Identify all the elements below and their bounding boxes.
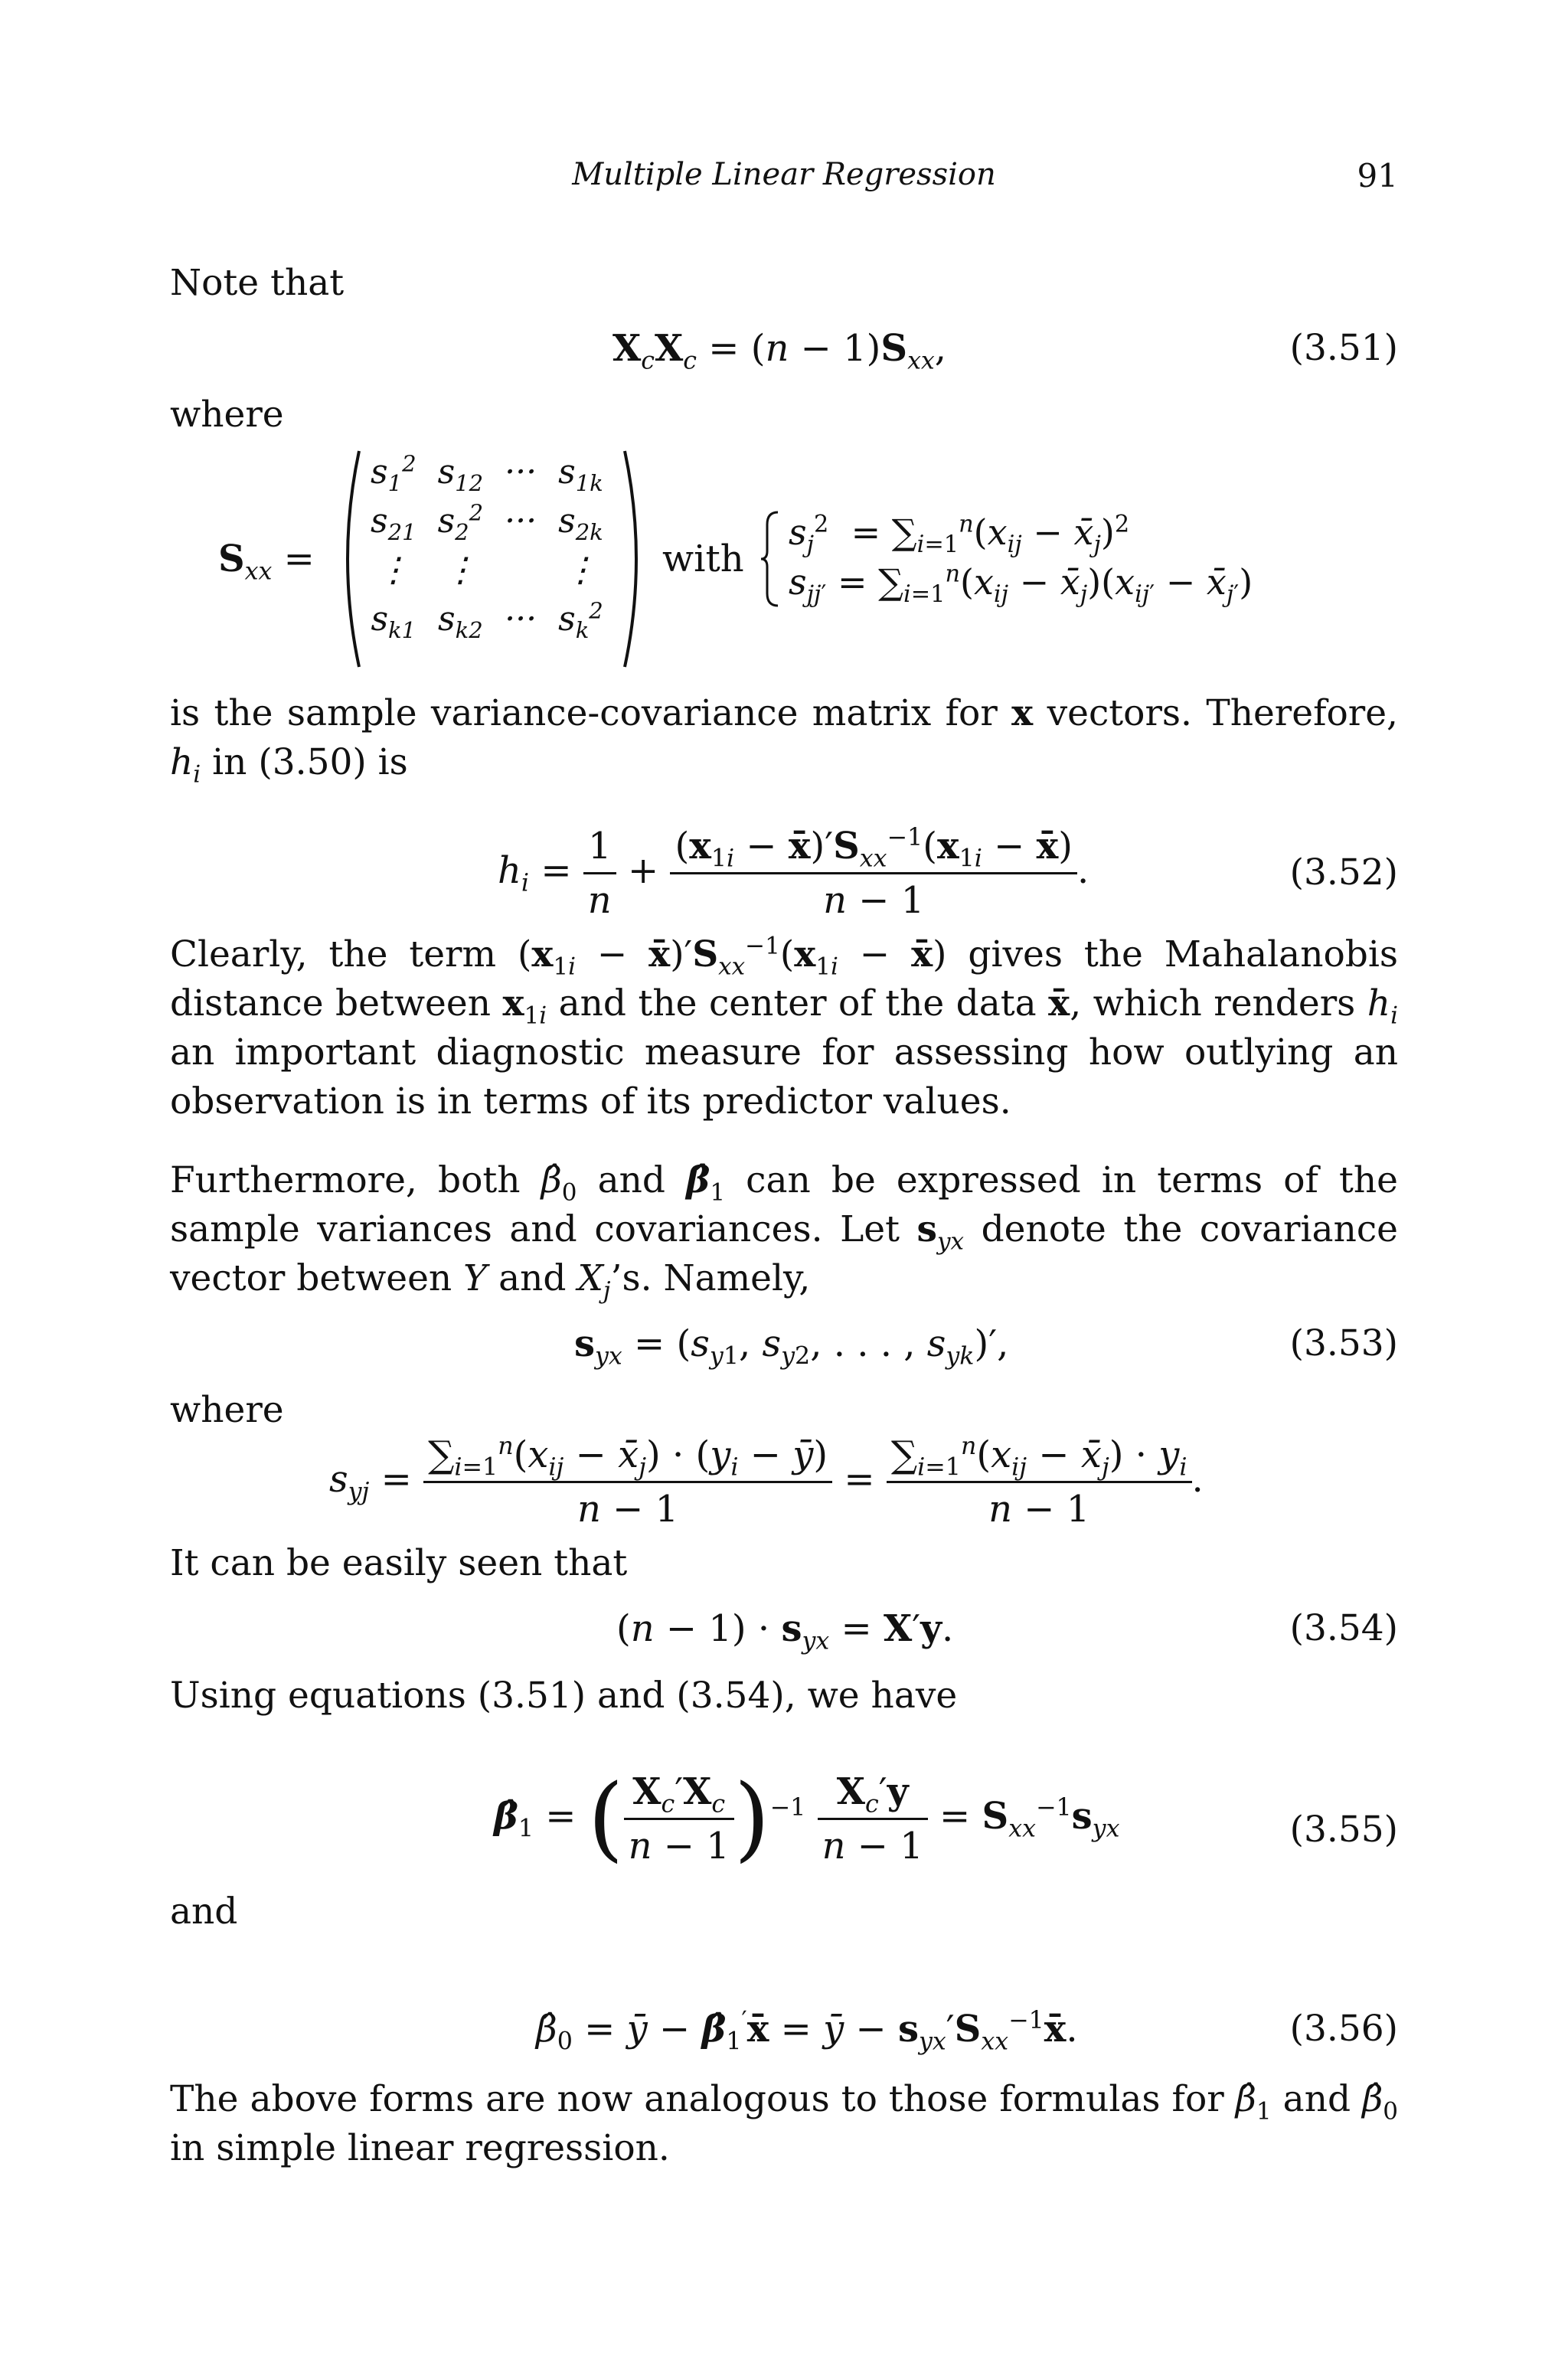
note-that-text: Note that (170, 262, 345, 304)
left-brace-icon (758, 509, 781, 609)
equation-3-52: $h_i$ = $\frac{1}{n}$ + $\frac{(x_{1i} - x̄)'S_{xx}^{-1}(x_{1i} - x̄)}{n - 1}$ . (498, 824, 1089, 922)
paragraph-sample-variance: is the sample variance-covariance matrix for x vectors. Therefore, $h_i$ in (3.50) is (170, 692, 1398, 789)
where-text-1: where (170, 394, 284, 436)
equation-number-3-52: (3.52) (1289, 851, 1398, 894)
and-text: and (170, 1891, 238, 1933)
equation-number-3-55: (3.55) (1289, 1809, 1398, 1851)
equation-number-3-51: (3.51) (1289, 327, 1398, 369)
paragraph-furthermore: Furthermore, both $\betâ_0$ and $\betâ_1$ can be expressed in terms of the sample variances and covariances. Let $s_{yx}$ denote the covariance vector between Y and $X_j’s$. Namely, (170, 1159, 1398, 1305)
left-paren-icon (333, 448, 364, 670)
page-number: 91 (1357, 157, 1398, 194)
easily-seen-text: It can be easily seen that (170, 1542, 628, 1584)
paragraph-mahalanobis: Clearly, the term ($x_{1i}$ − $x̄)'S_{xx}^{-1}(x_{1i}$ − x̄) gives the Mahalanobis distance between $x_{1i}$ and the center of the data x̄, which renders $h_i$ an important diagnostic measure for assessing how outlying an observation is in terms of its predictor values. (170, 932, 1399, 1123)
equation-3-54: $(n - 1) \cdot s_{yx} = X'y$. (616, 1607, 954, 1655)
equation-3-53: $s_{yx} = (s_{y1}$, $s_{y2}$, . . . , $s_{yk})'$, (574, 1322, 1009, 1371)
equation-3-55: $\betâ_1$ = ( $\frac{X_c'X_c}{n - 1}$ )$^{-1}$ $\frac{X_c'y}{n - 1}$ = $S_{xx}^{-1}s_{yx}$ (494, 1765, 1120, 1872)
paragraph-analogous: The above forms are now analogous to those formulas for $\betâ_1$ and $\betâ_0$ in simple linear regression. (170, 2078, 1398, 2169)
equation-number-3-56: (3.56) (1289, 2008, 1398, 2050)
sxx-matrix-table: $s_1^2$ $s_{12}$ ··· $s_{1k}$ $s_{21}$ $s_2^2$ ··· $s_{2k}$ ⋮ ⋮ ⋮ $s_{k1}$ $s_{k2}$ ··· $s_k^2$ (371, 450, 603, 643)
equation-number-3-53: (3.53) (1289, 1322, 1398, 1364)
where-text-2: where (170, 1389, 284, 1431)
running-title: Multiple Linear Regression (572, 157, 996, 192)
equation-syj: $s_{yj}$ = $\frac{\sum_{i=1}^n(x_{ij} - x̄_j) \cdot (y_i - ȳ)}{n - 1}$ = $\frac{\sum_{i=1}^n(x_{ij} - x̄_j) \cdot y_i}{n - 1}$ . (329, 1433, 1204, 1531)
right-paren-icon (620, 448, 651, 670)
equation-3-56: $\betâ_0$ = ȳ − $\betâ_1'x̄$ = ȳ − $s_{yx}'S_{xx}^{-1}x̄$. (536, 2007, 1078, 2056)
with-text: with (662, 538, 744, 580)
equation-3-51: $X_cX_c = (n - 1)S_{xx}$, (612, 327, 947, 375)
page-header (0, 157, 1568, 203)
using-equations-text: Using equations (3.51) and (3.54), we have (170, 1675, 958, 1717)
equation-number-3-54: (3.54) (1289, 1607, 1398, 1649)
